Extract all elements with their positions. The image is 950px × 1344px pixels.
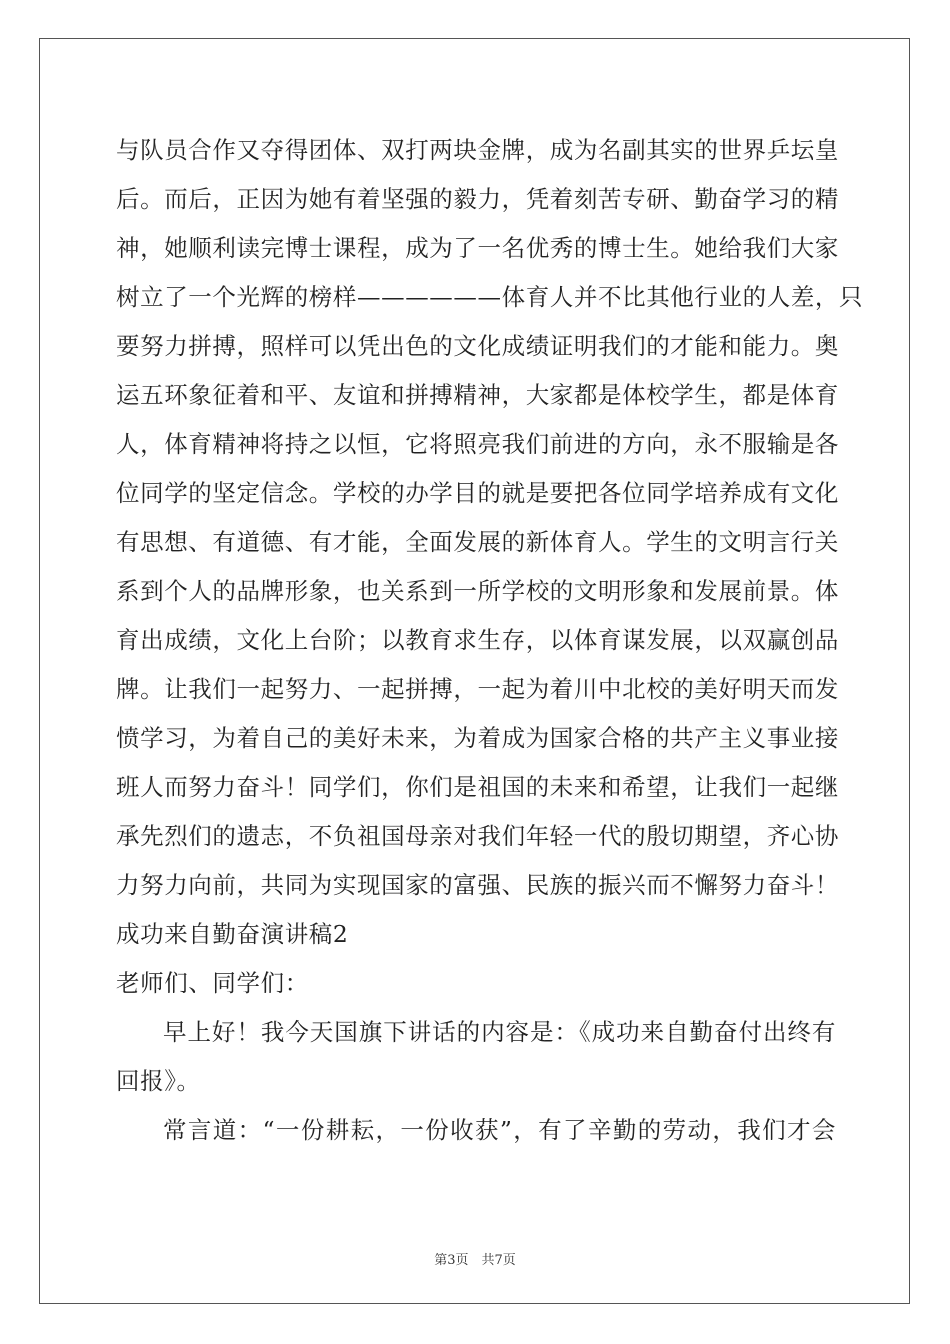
salutation: 老师们、同学们：: [116, 969, 309, 997]
text-line: 育出成绩，文化上台阶；以教育求生存，以体育谋发展，以双赢创品: [116, 626, 839, 654]
text-line: 系到个人的品牌形象，也关系到一所学校的文明形象和发展前景。体: [116, 577, 839, 605]
text-line: 力努力向前，共同为实现国家的富强、民族的振兴而不懈努力奋斗！: [116, 871, 839, 899]
paragraph-line: 早上好！我今天国旗下讲话的内容是：《成功来自勤奋付出终有: [163, 1018, 836, 1046]
text-line: 班人而努力奋斗！同学们，你们是祖国的未来和希望，让我们一起继: [116, 773, 839, 801]
text-line: 承先烈们的遗志，不负祖国母亲对我们年轻一代的殷切期望，齐心协: [116, 822, 839, 850]
text-line: 运五环象征着和平、友谊和拼搏精神，大家都是体校学生，都是体育: [116, 381, 839, 409]
text-line: 神，她顺利读完博士课程，成为了一名优秀的博士生。她给我们大家: [116, 234, 839, 262]
paragraph-line: 常言道：“一份耕耘，一份收获”，有了辛勤的劳动，我们才会: [163, 1116, 836, 1144]
text-line: 要努力拼搏，照样可以凭出色的文化成绩证明我们的才能和能力。奥: [116, 332, 839, 360]
text-line: 树立了一个光辉的榜样——————体育人并不比其他行业的人差，只: [116, 283, 864, 311]
text-line: 愤学习，为着自己的美好未来，为着成为国家合格的共产主义事业接: [116, 724, 839, 752]
text-line: 牌。让我们一起努力、一起拼搏，一起为着川中北校的美好明天而发: [116, 675, 839, 703]
document-body: [116, 126, 864, 1155]
page-number: 第3页 共7页: [434, 1253, 516, 1268]
text-line: 后。而后，正因为她有着坚强的毅力，凭着刻苦专研、勤奋学习的精: [116, 185, 839, 213]
paragraph-line: 回报》。: [116, 1067, 201, 1095]
text-line: 位同学的坚定信念。学校的办学目的就是要把各位同学培养成有文化: [116, 479, 839, 507]
section-title: 成功来自勤奋演讲稿2: [116, 920, 349, 948]
text-line: 有思想、有道德、有才能，全面发展的新体育人。学生的文明言行关: [116, 528, 839, 556]
text-line: 人，体育精神将持之以恒，它将照亮我们前进的方向，永不服输是各: [116, 430, 839, 458]
text-line: 与队员合作又夺得团体、双打两块金牌，成为名副其实的世界乒坛皇: [116, 136, 839, 164]
